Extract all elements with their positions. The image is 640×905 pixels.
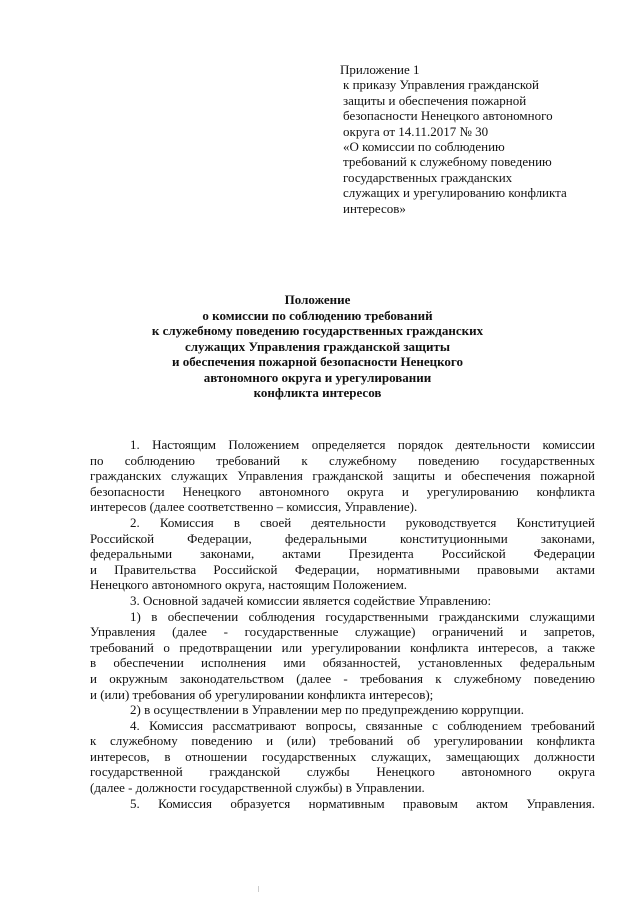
paragraph-line: к служебному поведению и (или) требований об урегулировании конфликта <box>90 733 595 749</box>
paragraph <box>90 609 595 703</box>
appendix-line: «О комиссии по соблюдению <box>343 139 505 155</box>
paragraph-line: Управления (далее - государственные служащие) ограничений и запретов, <box>90 624 595 640</box>
title-line: к служебному поведению государственных гражданских <box>151 323 484 338</box>
appendix-line: требований к служебному поведению <box>343 154 552 170</box>
paragraph-line: Российской Федерации, федеральными конституционными законами, <box>90 530 595 546</box>
paragraph <box>90 718 595 796</box>
paragraph-line: 5. Комиссия образуется нормативным правовым актом Управления. <box>130 795 595 811</box>
paragraph-line: федеральными законами, актами Президента Российской Федерации <box>90 546 595 562</box>
paragraph-line: государственной гражданской службы Ненецкого автономного округа <box>90 764 595 780</box>
appendix-line: округа от 14.11.2017 № 30 <box>343 123 489 139</box>
paragraph-line: требований о предотвращении или урегулировании конфликта интересов, а также <box>90 639 595 655</box>
paragraph-line: и (или) требования об урегулировании конфликта интересов); <box>90 686 434 702</box>
paragraph <box>90 593 595 609</box>
paragraph-line: 2) в осуществлении в Управлении мер по предупреждению коррупции. <box>130 702 524 718</box>
paragraph-line: гражданских служащих Управления гражданской защиты и обеспечения пожарной <box>90 468 595 484</box>
appendix-header <box>340 62 610 216</box>
paragraph <box>90 515 595 593</box>
paragraph-line: 1) в обеспечении соблюдения государственными гражданскими служащими <box>130 608 595 624</box>
paragraph <box>90 702 595 718</box>
paragraph-line: интересов, в отношении государственных служащих, замещающих должности <box>90 748 595 764</box>
title-line: служащих Управления гражданской защиты <box>184 338 451 354</box>
appendix-line: безопасности Ненецкого автономного <box>343 108 553 124</box>
paragraph-line: Ненецкого автономного округа, настоящим Положением. <box>90 577 408 593</box>
document-body <box>90 437 595 811</box>
title-line: конфликта интересов <box>253 385 382 400</box>
paragraph-line: 1. Настоящим Положением определяется порядок деятельности комиссии <box>130 437 595 452</box>
paragraph-line: и Правительства Российской Федерации, нормативными правовыми актами <box>90 561 595 577</box>
appendix-line: к приказу Управления гражданской <box>343 77 539 93</box>
paragraph-line: 4. Комиссия рассматривают вопросы, связанные с соблюдением требований <box>130 717 595 733</box>
scan-mark <box>258 886 259 892</box>
title-line: Положение <box>284 292 351 307</box>
title-line: о комиссии по соблюдению требований <box>202 307 433 323</box>
paragraph-line: интересов (далее соответственно – комиссия, Управление). <box>90 499 418 515</box>
paragraph-line: в обеспечении исполнения ими обязанностей, установленных федеральным <box>90 655 595 671</box>
paragraph-line: (далее - должности государственной службы) в Управлении. <box>90 780 425 796</box>
paragraph-line: по соблюдению требований к служебному поведению государственных <box>90 452 595 468</box>
paragraph-line: безопасности Ненецкого автономного округа и урегулированию конфликта <box>90 483 595 499</box>
appendix-line: государственных гражданских <box>343 169 513 185</box>
appendix-line: защиты и обеспечения пожарной <box>343 92 527 108</box>
document-title <box>90 292 545 401</box>
paragraph-line: 3. Основной задачей комиссии является содействие Управлению: <box>130 592 492 608</box>
appendix-line: интересов» <box>343 200 406 216</box>
appendix-line: Приложение 1 <box>340 62 420 77</box>
paragraph <box>90 437 595 515</box>
title-line: и обеспечения пожарной безопасности Ненецкого <box>171 354 464 369</box>
appendix-line: служащих и урегулированию конфликта <box>343 185 567 201</box>
paragraph-line: 2. Комиссия в своей деятельности руководствуется Конституцией <box>130 514 595 530</box>
paragraph <box>90 796 595 812</box>
title-line: автономного округа и урегулировании <box>203 369 432 385</box>
paragraph-line: и окружным законодательством (далее - требования к служебному поведению <box>90 670 595 686</box>
